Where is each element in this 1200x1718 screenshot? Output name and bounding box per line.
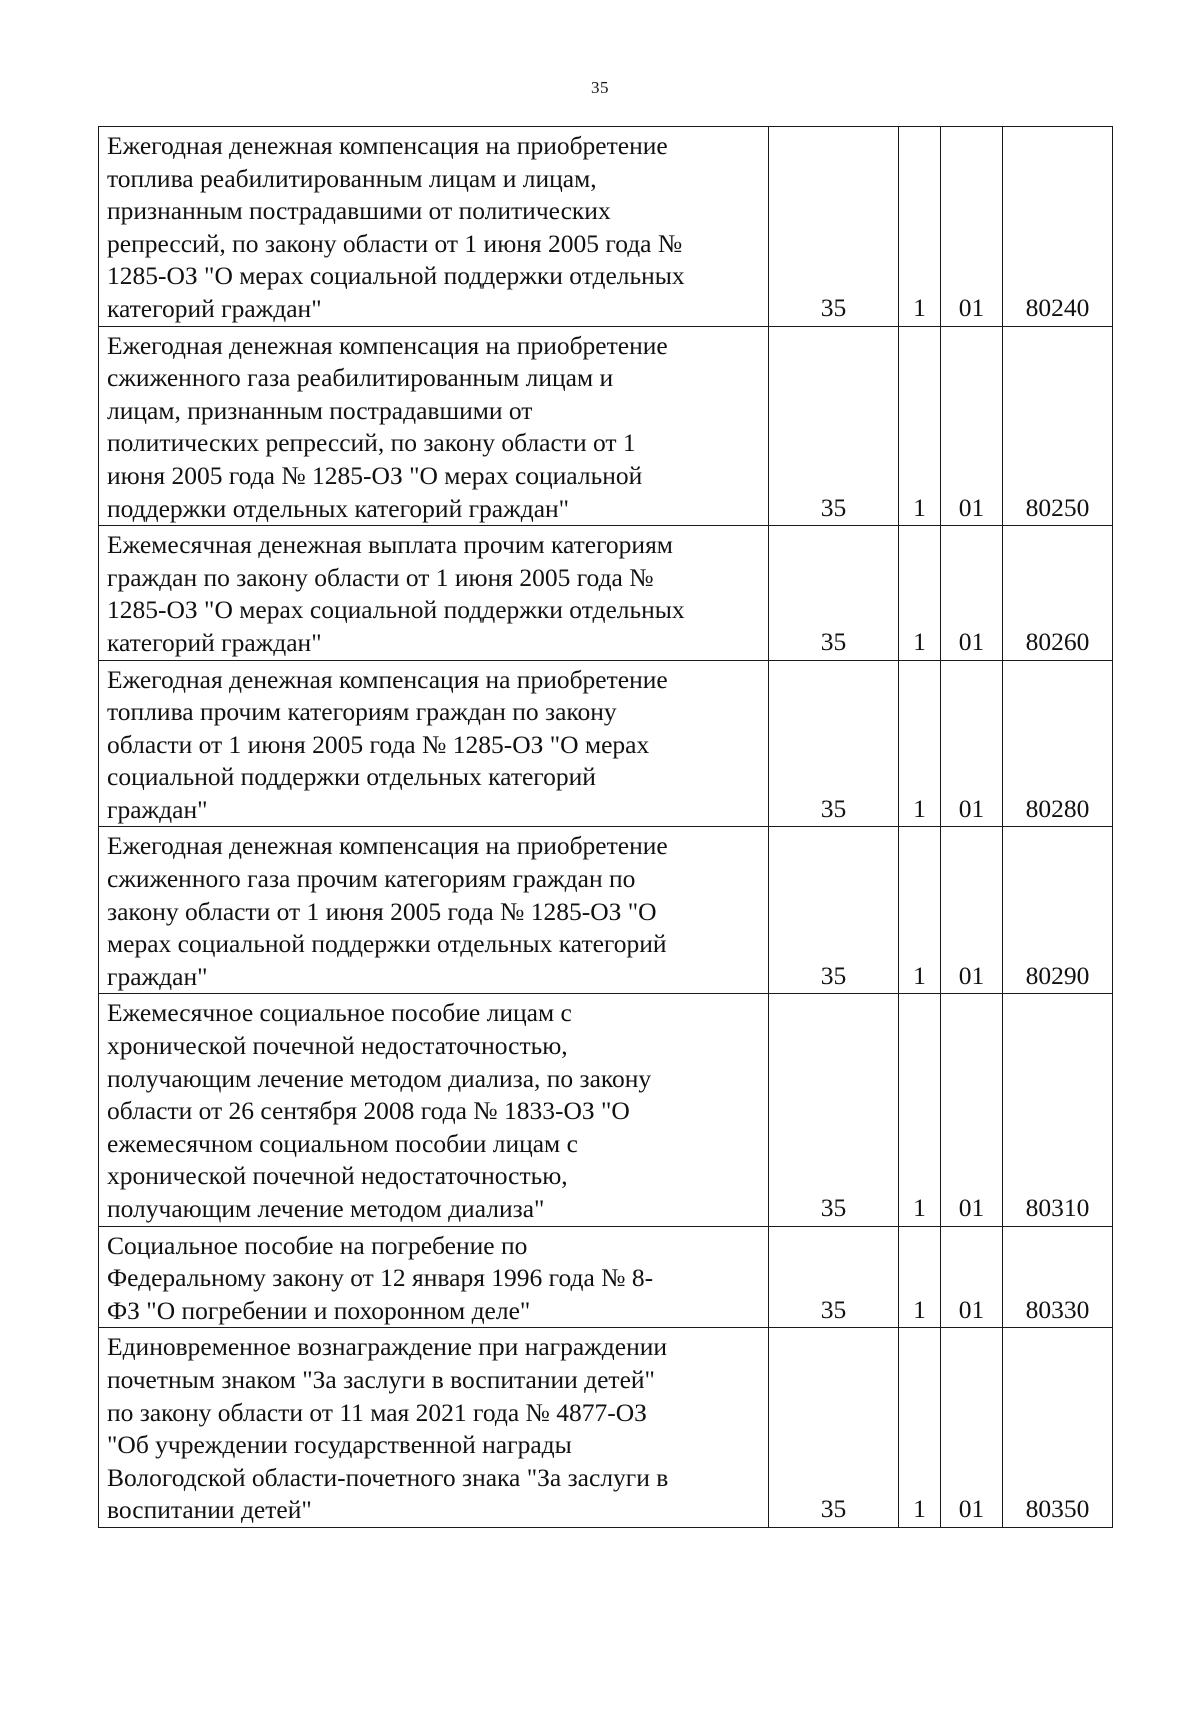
row-description: Ежемесячное социальное пособие лицам с хронической почечной недостаточностью, получающим лечение методом диализа, по закону области от 26 сентября 2008 года № 1833-ОЗ "О ежемесячном социальном пособии лицам с хронической почечной недостаточностью, получающим лечение методом диализа" xyxy=(99,994,769,1226)
row-description: Единовременное вознаграждение при награждении почетным знаком "За заслуги в воспитании детей" по закону области от 11 мая 2021 года № 4877-ОЗ "Об учреждении государственной награды Вологодской области-почетного знака "За заслуги в воспитании детей" xyxy=(99,1328,769,1528)
row-code-35: 35 xyxy=(769,1226,899,1328)
row-code-35: 35 xyxy=(769,526,899,660)
row-description: Ежегодная денежная компенсация на приобретение топлива реабилитированным лицам и лицам, признанным пострадавшими от политических репрессий, по закону области от 1 июня 2005 года № 1285-ОЗ "О мерах социальной поддержки отдельных категорий граждан" xyxy=(99,127,769,327)
row-code-1: 1 xyxy=(899,994,941,1226)
table-row xyxy=(99,526,1113,660)
row-code-target: 80260 xyxy=(1003,526,1113,660)
table-row xyxy=(99,326,1113,526)
row-description: Ежемесячная денежная выплата прочим категориям граждан по закону области от 1 июня 2005 года № 1285-ОЗ "О мерах социальной поддержки отдельных категорий граждан" xyxy=(99,526,769,660)
row-code-target: 80350 xyxy=(1003,1328,1113,1528)
table-row xyxy=(99,994,1113,1226)
row-code-35: 35 xyxy=(769,127,899,327)
row-code-01: 01 xyxy=(941,994,1003,1226)
row-code-target: 80280 xyxy=(1003,660,1113,827)
row-code-35: 35 xyxy=(769,827,899,994)
table-row xyxy=(99,827,1113,994)
table-row xyxy=(99,1328,1113,1528)
table-row xyxy=(99,1226,1113,1328)
row-description: Ежегодная денежная компенсация на приобретение топлива прочим категориям граждан по закону области от 1 июня 2005 года № 1285-ОЗ "О мерах социальной поддержки отдельных категорий граждан" xyxy=(99,660,769,827)
row-description: Ежегодная денежная компенсация на приобретение сжиженного газа прочим категориям граждан по закону области от 1 июня 2005 года № 1285-ОЗ "О мерах социальной поддержки отдельных категорий граждан" xyxy=(99,827,769,994)
row-code-01: 01 xyxy=(941,827,1003,994)
row-code-01: 01 xyxy=(941,1226,1003,1328)
row-code-01: 01 xyxy=(941,526,1003,660)
row-code-01: 01 xyxy=(941,127,1003,327)
row-code-1: 1 xyxy=(899,1328,941,1528)
row-code-1: 1 xyxy=(899,526,941,660)
row-code-1: 1 xyxy=(899,660,941,827)
row-description: Ежегодная денежная компенсация на приобретение сжиженного газа реабилитированным лицам и лицам, признанным пострадавшими от политических репрессий, по закону области от 1 июня 2005 года № 1285-ОЗ "О мерах социальной поддержки отдельных категорий граждан" xyxy=(99,326,769,526)
page-number: 35 xyxy=(591,78,609,97)
row-code-35: 35 xyxy=(769,994,899,1226)
row-description: Социальное пособие на погребение по Федеральному закону от 12 января 1996 года № 8- ФЗ "О погребении и похоронном деле" xyxy=(99,1226,769,1328)
row-code-1: 1 xyxy=(899,326,941,526)
row-code-1: 1 xyxy=(899,827,941,994)
row-code-35: 35 xyxy=(769,326,899,526)
row-code-35: 35 xyxy=(769,660,899,827)
row-code-1: 1 xyxy=(899,1226,941,1328)
table-row xyxy=(99,127,1113,327)
row-code-target: 80290 xyxy=(1003,827,1113,994)
row-code-target: 80250 xyxy=(1003,326,1113,526)
row-code-35: 35 xyxy=(769,1328,899,1528)
row-code-target: 80330 xyxy=(1003,1226,1113,1328)
row-code-1: 1 xyxy=(899,127,941,327)
budget-classification-table xyxy=(98,126,1113,1528)
row-code-01: 01 xyxy=(941,660,1003,827)
table-row xyxy=(99,660,1113,827)
row-code-target: 80310 xyxy=(1003,994,1113,1226)
row-code-target: 80240 xyxy=(1003,127,1113,327)
row-code-01: 01 xyxy=(941,1328,1003,1528)
row-code-01: 01 xyxy=(941,326,1003,526)
